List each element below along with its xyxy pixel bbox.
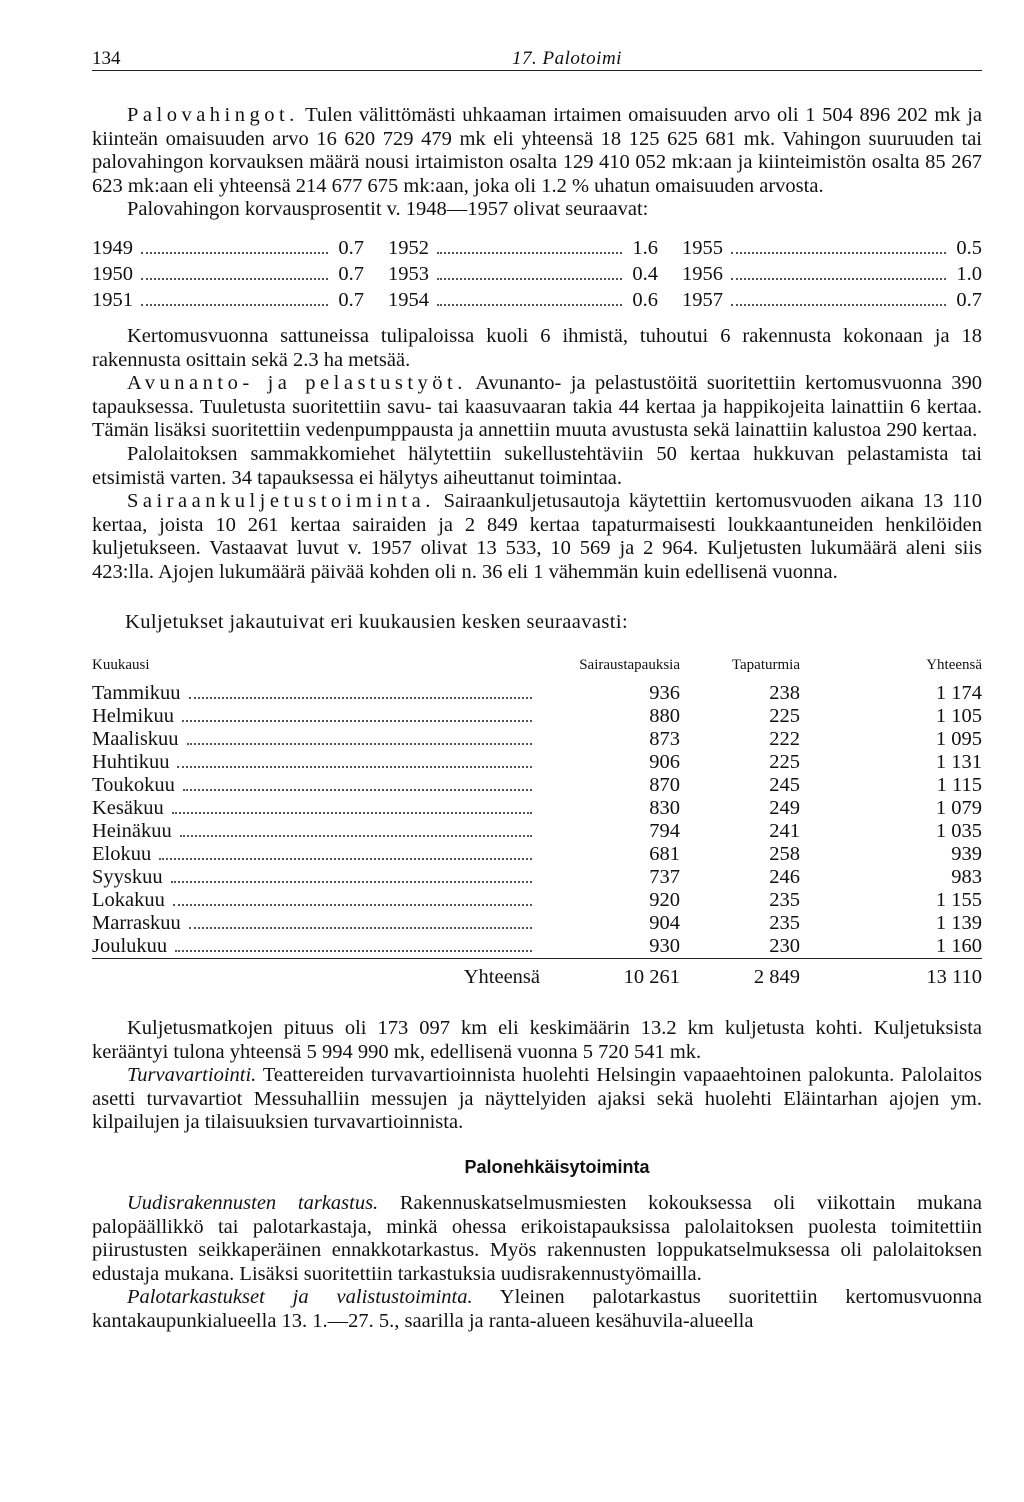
month-cell: Maaliskuu — [92, 728, 179, 751]
value-cell: 258 — [769, 843, 800, 866]
month-cell: Huhtikuu — [92, 751, 170, 774]
month-cell: Syyskuu — [92, 866, 163, 889]
value-cell: 1 035 — [935, 820, 982, 843]
col-header-accidents: Tapaturmia — [731, 657, 800, 674]
value-cell: 936 — [649, 682, 680, 705]
sairaan-text: Sairaankuljetusautoja käytettiin kertomusvuoden aikana 13 110 kertaa, joista 10 261 kertaa sairaiden ja 2 849 kertaa tapaturmaisesti loukkaantuneiden henkilöiden kuljetukseen. Vastaavat luvut v. 1957 olivat 13 533, 10 569 ja 2 964. Kuljetusten lukumäärä aleni siis 423:lla. Ajojen lukumäärä päivää kohden oli n. 36 eli 1 vähemmän kuin edellisenä vuonna. — [92, 490, 983, 583]
value-cell: 230 — [769, 935, 800, 958]
rate-item — [682, 263, 982, 286]
value-cell: 241 — [769, 820, 800, 843]
rate-year: 1953 — [388, 262, 429, 285]
value-cell: 238 — [769, 682, 800, 705]
rate-year: 1950 — [92, 262, 133, 285]
rate-item — [388, 237, 658, 260]
section-title: Palonehkäisytoiminta — [464, 1157, 650, 1178]
value-cell: 1 155 — [935, 889, 982, 912]
table-row — [92, 682, 982, 705]
table-row — [92, 705, 982, 728]
rate-value: 1.6 — [632, 236, 658, 259]
rate-year: 1952 — [388, 236, 429, 259]
total-label: Yhteensä — [92, 959, 540, 990]
col-header-month: Kuukausi — [92, 657, 150, 674]
rate-value: 0.7 — [338, 288, 364, 311]
month-cell: Joulukuu — [92, 935, 168, 958]
value-cell: 906 — [649, 751, 680, 774]
turva-text: Teattereiden turvavartioinnista huolehti Helsingin vapaaehtoinen palokunta. Palolaitos asetti turvavartiot Messuhalliin messujen ja näyttelyiden ajaksi sekä huolehti Eläintarhan ajojen ym. kilpailujen ja tilaisuuksien turvavartioinnista. — [92, 1064, 982, 1134]
table-header-row — [92, 654, 982, 682]
chapter-title: 17. Palotoimi — [512, 48, 622, 69]
value-cell: 681 — [649, 843, 680, 866]
value-cell: 904 — [649, 912, 680, 935]
rate-value: 1.0 — [956, 262, 982, 285]
value-cell: 939 — [951, 843, 982, 866]
uudis-text: Rakennuskatselmusmiesten kokouksessa oli viikottain mukana palopäällikkö tai palotarkastaja, minkä ohessa erikoistapauksissa palolaitoksen puolesta toimitettiin piirustusten seikkaperäinen ennakkotarkastus. Myös rakennusten loppukatselmuksessa oli palolaitoksen edustaja mukana. Lisäksi suoritettiin tarkastuksia uudisrakennustyömailla. — [92, 1192, 982, 1285]
sairaan-heading: Sairaankuljetustoiminta. — [127, 490, 435, 513]
value-cell: 1 139 — [935, 912, 982, 935]
total-cell: 10 261 — [540, 959, 680, 990]
uudis-paragraph — [92, 1192, 982, 1286]
value-cell: 235 — [769, 912, 800, 935]
value-cell: 222 — [769, 728, 800, 751]
value-cell: 737 — [649, 866, 680, 889]
value-cell: 1 105 — [935, 705, 982, 728]
sairaan-paragraph — [92, 490, 982, 584]
uudis-heading: Uudisrakennusten tarkastus. — [127, 1192, 379, 1215]
value-cell: 225 — [769, 705, 800, 728]
page-header — [92, 40, 982, 71]
rate-value: 0.6 — [632, 288, 658, 311]
value-cell: 246 — [769, 866, 800, 889]
rate-item — [388, 289, 658, 312]
palotark-paragraph — [92, 1286, 982, 1333]
value-cell: 245 — [769, 774, 800, 797]
avunanto-heading: Avunanto- ja pelastustyöt. — [127, 372, 467, 395]
value-cell: 794 — [649, 820, 680, 843]
month-cell: Heinäkuu — [92, 820, 172, 843]
rate-item — [92, 289, 364, 312]
palolaitos-paragraph: Palolaitoksen sammakkomiehet hälytettiin sukellustehtäviin 50 kertaa hukkuvan pelastamista tai etsimistä varten. 34 tapauksessa ei hälytys aiheuttanut toimintaa. — [92, 442, 982, 489]
total-cell: 13 110 — [800, 959, 982, 990]
palovahingot-paragraph — [92, 104, 982, 198]
value-cell: 1 079 — [935, 797, 982, 820]
table-row — [92, 935, 982, 959]
rate-value: 0.5 — [956, 236, 982, 259]
table-row — [92, 889, 982, 912]
month-cell: Kesäkuu — [92, 797, 164, 820]
avunanto-paragraph — [92, 372, 982, 443]
table-row — [92, 751, 982, 774]
table-row — [92, 797, 982, 820]
value-cell: 249 — [769, 797, 800, 820]
value-cell: 983 — [951, 866, 982, 889]
palotark-heading: Palotarkastukset ja valistustoiminta. — [127, 1286, 473, 1309]
rate-year: 1956 — [682, 262, 723, 285]
rate-item — [92, 237, 364, 260]
turva-paragraph — [92, 1064, 982, 1135]
table-row — [92, 843, 982, 866]
rates-table — [92, 237, 982, 312]
total-cell: 2 849 — [680, 959, 800, 990]
value-cell: 1 160 — [935, 935, 982, 958]
table-total-row — [92, 959, 982, 990]
value-cell: 930 — [649, 935, 680, 958]
value-cell: 873 — [649, 728, 680, 751]
palovahingot-text: Tulen välittömästi uhkaaman irtaimen omaisuuden arvo oli 1 504 896 202 mk ja kiinteän omaisuuden arvo 16 620 729 479 mk eli yhteensä 18 125 625 681 mk. Vahingon suuruuden tai palovahingon korvauksen määrä nousi irtaimiston osalta 129 410 052 mk:aan ja kiinteimistön osalta 85 267 623 mk:aan eli yhteensä 214 677 675 mk:aan, joka oli 1.2 % uhatun omaisuuden arvosta. — [92, 104, 983, 197]
table-row — [92, 820, 982, 843]
page-number: 134 — [92, 48, 121, 69]
table-row — [92, 728, 982, 751]
month-cell: Elokuu — [92, 843, 152, 866]
month-cell: Toukokuu — [92, 774, 175, 797]
rate-item — [682, 237, 982, 260]
rate-year: 1949 — [92, 236, 133, 259]
turva-heading: Turvavartiointi. — [127, 1064, 257, 1087]
table-row — [92, 866, 982, 889]
value-cell: 1 131 — [935, 751, 982, 774]
palovahingot-heading: Palovahingot. — [127, 104, 299, 126]
month-cell: Marraskuu — [92, 912, 181, 935]
value-cell: 1 095 — [935, 728, 982, 751]
document-page — [92, 40, 982, 1334]
rate-item — [388, 263, 658, 286]
month-cell: Helmikuu — [92, 705, 174, 728]
value-cell: 225 — [769, 751, 800, 774]
value-cell: 1 115 — [936, 774, 982, 797]
rate-value: 0.7 — [338, 236, 364, 259]
matkat-paragraph: Kuljetusmatkojen pituus oli 173 097 km eli keskimäärin 13.2 km kuljetusta kohti. Kuljetuksista kerääntyi tulona yhteensä 5 994 990 mk, edellisenä vuonna 5 720 541 mk. — [92, 1017, 982, 1063]
value-cell: 1 174 — [935, 682, 982, 705]
value-cell: 870 — [649, 774, 680, 797]
table-intro: Kuljetukset jakautuivat eri kuukausien kesken seuraavasti: — [125, 610, 629, 633]
month-cell: Lokakuu — [92, 889, 165, 912]
value-cell: 830 — [649, 797, 680, 820]
rate-year: 1955 — [682, 236, 723, 259]
monthly-table — [92, 654, 982, 989]
table-row — [92, 774, 982, 797]
palotark-text: Yleinen palotarkastus suoritettiin kertomusvuonna kantakaupunkialueella 13. 1.—27. 5., saarilla ja ranta-alueen kesähuvila-alueella — [92, 1286, 982, 1333]
avunanto-text: Avunanto- ja pelastustöitä suoritettiin kertomusvuonna 390 tapauksessa. Tuuletusta suoritettiin savu- tai kaasuvaaran takia 44 kertaa ja happikojeita lainattiin 6 kertaa. Tämän lisäksi suoritettiin vedenpumppausta ja annettiin muuta avustusta sekä lainattiin kalustoa 290 kertaa. — [92, 372, 982, 442]
table-row — [92, 912, 982, 935]
rate-year: 1954 — [388, 288, 429, 311]
col-header-sickness: Sairaustapauksia — [579, 657, 680, 674]
rate-item — [92, 263, 364, 286]
fires-paragraph: Kertomusvuonna sattuneissa tulipaloissa kuoli 6 ihmistä, tuhoutui 6 rakennusta kokonaan ja 18 rakennusta osittain sekä 2.3 ha metsää. — [92, 324, 982, 371]
rate-value: 0.7 — [338, 262, 364, 285]
rate-value: 0.7 — [956, 288, 982, 311]
rate-value: 0.4 — [632, 262, 658, 285]
value-cell: 920 — [649, 889, 680, 912]
rates-intro: Palovahingon korvausprosentit v. 1948—1957 olivat seuraavat: — [127, 198, 649, 221]
col-header-total: Yhteensä — [926, 657, 982, 674]
rate-year: 1951 — [92, 288, 133, 311]
rate-item — [682, 289, 982, 312]
rate-year: 1957 — [682, 288, 723, 311]
month-cell: Tammikuu — [92, 682, 181, 705]
value-cell: 235 — [769, 889, 800, 912]
value-cell: 880 — [649, 705, 680, 728]
